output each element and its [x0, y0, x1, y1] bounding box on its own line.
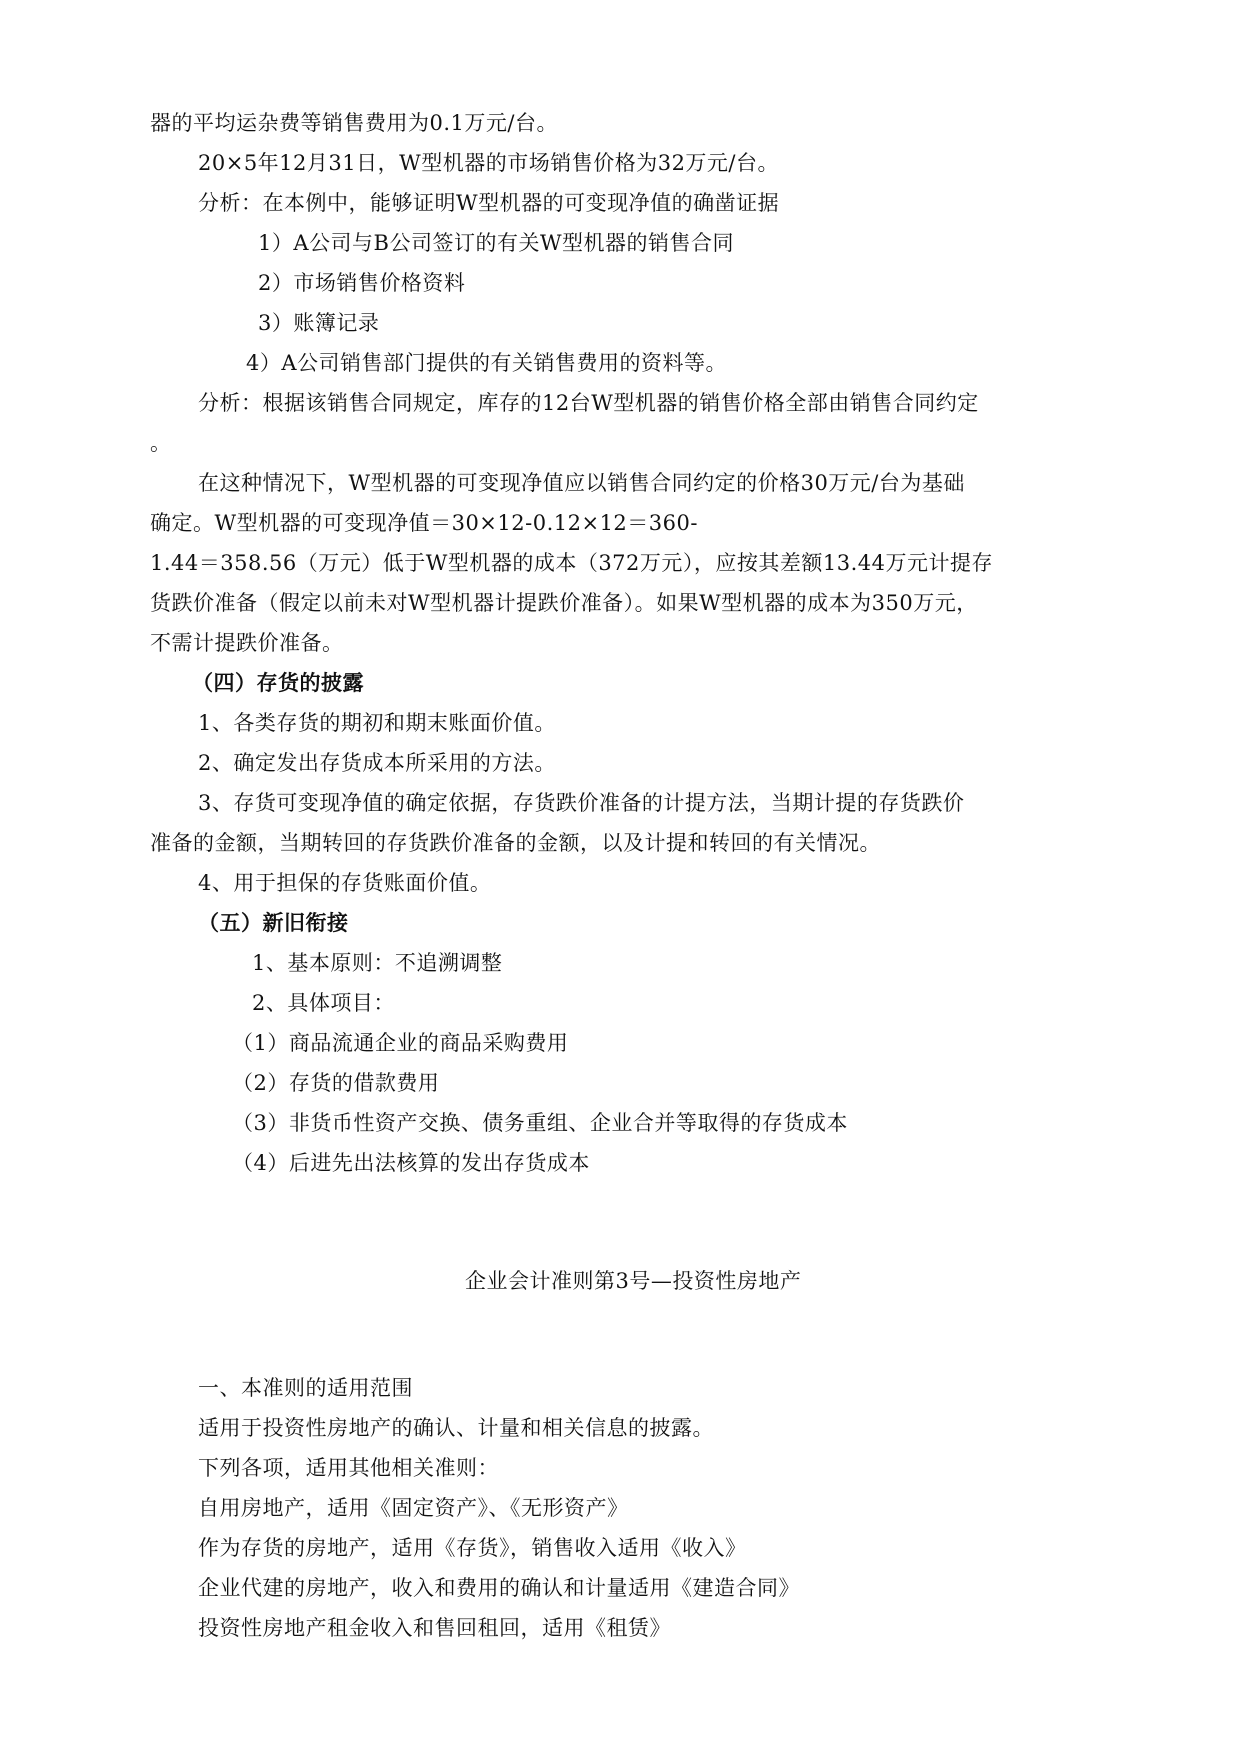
- paragraph-line: 货跌价准备（假定以前未对W型机器计提跌价准备）。如果W型机器的成本为350万元，: [150, 591, 978, 615]
- paragraph-line: 自用房地产，适用《固定资产》、《无形资产》: [198, 1496, 629, 1520]
- paragraph-line: 20×5年12月31日，W型机器的市场销售价格为32万元/台。: [198, 151, 780, 175]
- paragraph-line: 企业代建的房地产，收入和费用的确认和计量适用《建造合同》: [198, 1576, 800, 1600]
- analysis-line: 分析：根据该销售合同规定，库存的12台W型机器的销售价格全部由销售合同约定: [198, 391, 979, 415]
- list-item: 1、各类存货的期初和期末账面价值。: [198, 711, 556, 735]
- list-item: 2、确定发出存货成本所采用的方法。: [198, 751, 556, 775]
- list-item: 2、具体项目：: [252, 991, 395, 1015]
- evidence-item: 1）A公司与B公司签订的有关W型机器的销售合同: [258, 231, 735, 255]
- section-heading: （五）新旧衔接: [198, 911, 349, 935]
- document-title: 企业会计准则第3号—投资性房地产: [465, 1269, 802, 1293]
- paragraph-line: 1.44＝358.56（万元）低于W型机器的成本（372万元），应按其差额13.44万元计提存: [150, 551, 994, 575]
- list-item: 3、存货可变现净值的确定依据，存货跌价准备的计提方法，当期计提的存货跌价: [198, 791, 965, 815]
- evidence-item: 3）账簿记录: [258, 311, 380, 335]
- paragraph-line: 适用于投资性房地产的确认、计量和相关信息的披露。: [198, 1416, 714, 1440]
- paragraph-line: 作为存货的房地产，适用《存货》，销售收入适用《收入》: [198, 1536, 747, 1560]
- paragraph-line: 不需计提跌价准备。: [150, 631, 344, 655]
- evidence-item: 4）A公司销售部门提供的有关销售费用的资料等。: [246, 351, 728, 375]
- sub-list-item: （4）后进先出法核算的发出存货成本: [232, 1151, 590, 1175]
- section-heading: （四）存货的披露: [192, 671, 364, 695]
- sub-list-item: （3）非货币性资产交换、债务重组、企业合并等取得的存货成本: [232, 1111, 848, 1135]
- paragraph-line: 确定。W型机器的可变现净值＝30×12-0.12×12＝360-: [150, 511, 698, 535]
- paragraph-line: 下列各项，适用其他相关准则：: [198, 1456, 499, 1480]
- analysis-line: 分析：在本例中，能够证明W型机器的可变现净值的确凿证据: [198, 191, 780, 215]
- list-item: 4、用于担保的存货账面价值。: [198, 871, 492, 895]
- list-item: 1、基本原则：不追溯调整: [252, 951, 503, 975]
- evidence-item: 2）市场销售价格资料: [258, 271, 466, 295]
- sub-list-item: （2）存货的借款费用: [232, 1071, 440, 1095]
- paragraph-line: 。: [150, 431, 172, 455]
- sub-list-item: （1）商品流通企业的商品采购费用: [232, 1031, 569, 1055]
- section-heading: 一、本准则的适用范围: [198, 1376, 413, 1400]
- paragraph-line: 在这种情况下，W型机器的可变现净值应以销售合同约定的价格30万元/台为基础: [198, 471, 965, 495]
- paragraph-line: 投资性房地产租金收入和售回租回，适用《租赁》: [198, 1616, 671, 1640]
- list-item-continued: 准备的金额，当期转回的存货跌价准备的金额，以及计提和转回的有关情况。: [150, 831, 881, 855]
- paragraph-line: 器的平均运杂费等销售费用为0.1万元/台。: [150, 111, 558, 135]
